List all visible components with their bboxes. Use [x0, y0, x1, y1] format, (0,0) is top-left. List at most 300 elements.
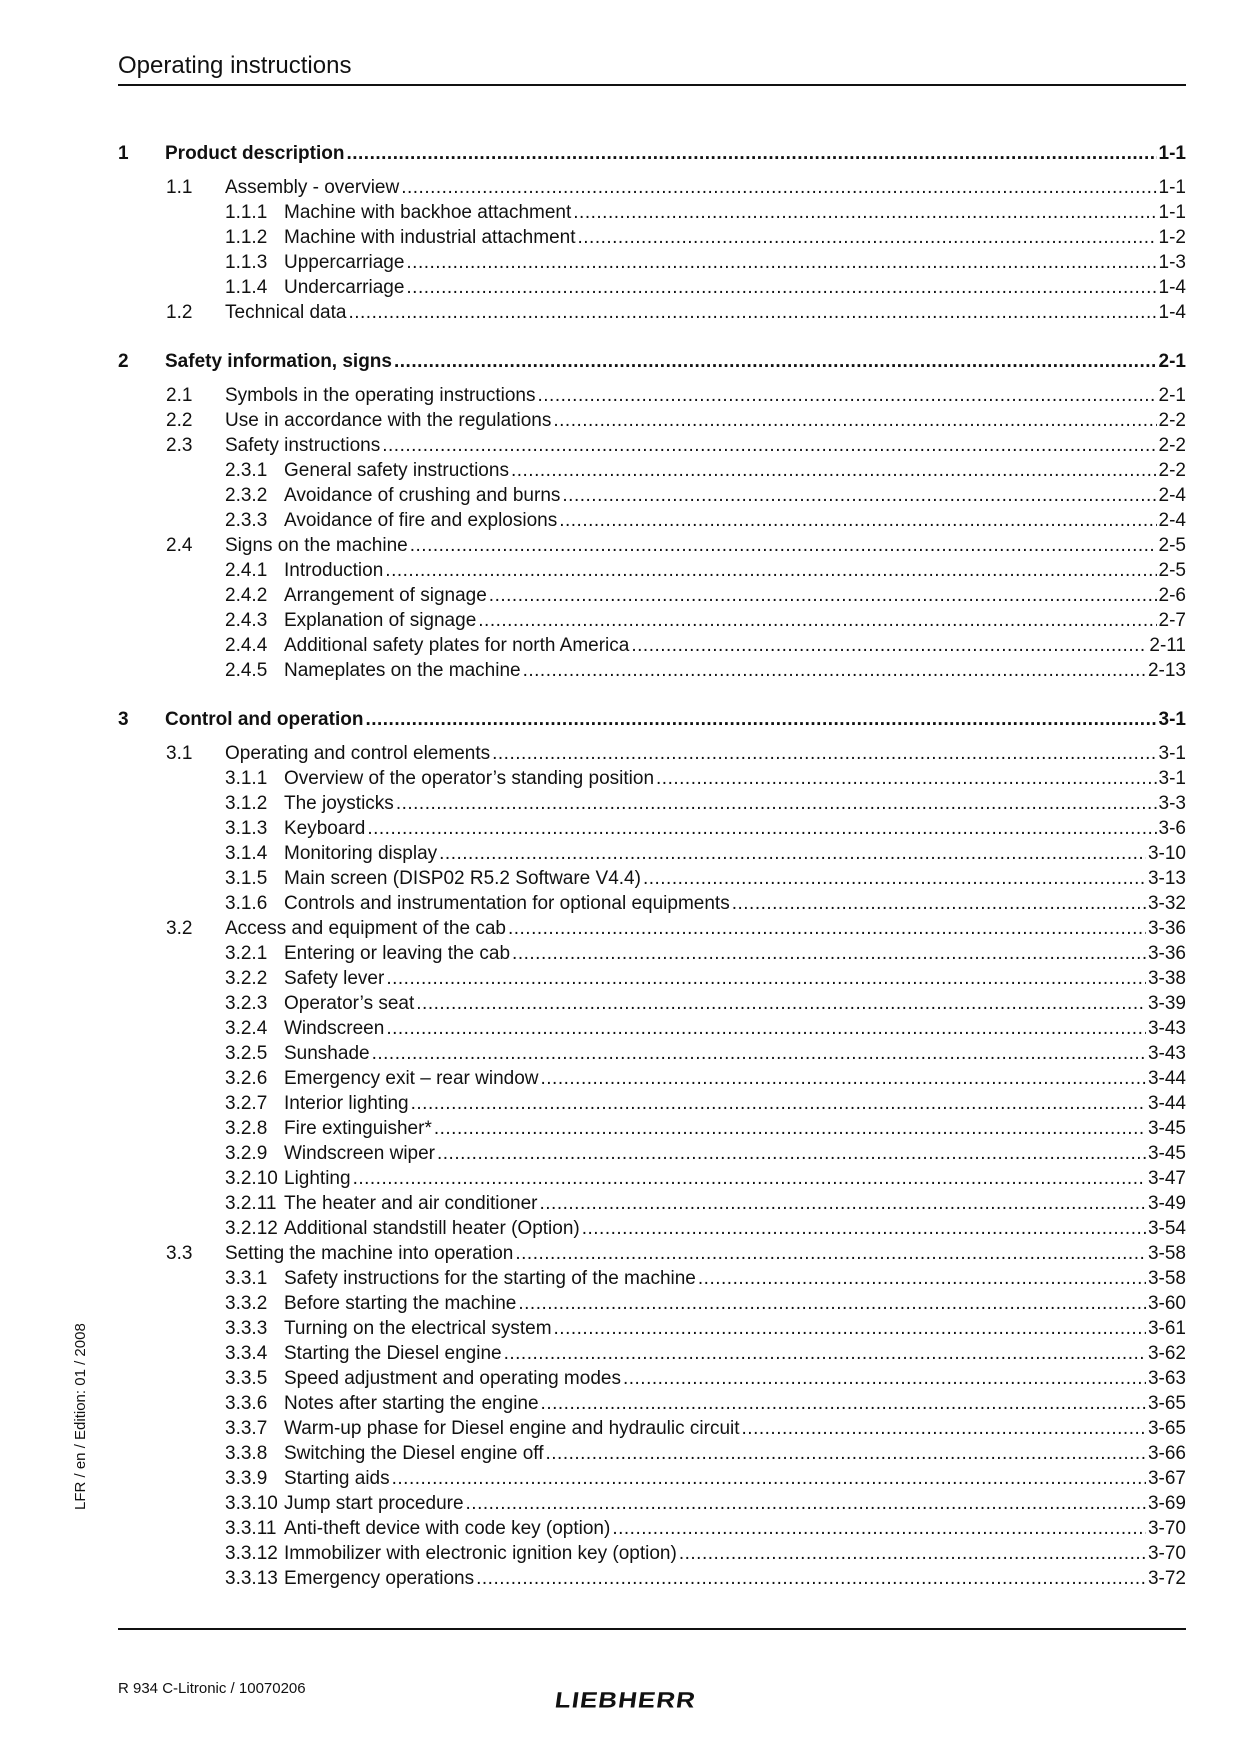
- toc-entry-title: Monitoring display: [284, 843, 438, 864]
- toc-dot-leader: [539, 1066, 1146, 1091]
- toc-entry-number: 2.3.3: [225, 510, 268, 531]
- toc-entry-page: 3-10: [1147, 843, 1186, 864]
- toc-dot-leader: [490, 741, 1156, 766]
- toc-dot-leader: [510, 941, 1146, 966]
- toc-entry-title: Keyboard: [284, 818, 366, 839]
- toc-entry-title: Signs on the machine: [225, 535, 408, 556]
- toc-entry-line: [284, 458, 1186, 483]
- toc-entry-number: 3.3.3: [225, 1318, 268, 1339]
- toc-dot-leader: [409, 1091, 1146, 1116]
- toc-entry-line: [284, 508, 1186, 533]
- toc-entry[interactable]: [118, 891, 1186, 916]
- toc-entry-page: 2-5: [1158, 560, 1186, 581]
- toc-entry-title: Windscreen wiper: [284, 1143, 435, 1164]
- toc-entry[interactable]: [118, 916, 1186, 941]
- toc-entry-title: Safety instructions: [225, 435, 381, 456]
- toc-entry-line: [284, 1566, 1186, 1591]
- toc-entry-page: 2-1: [1158, 351, 1186, 372]
- footer-divider: [118, 1628, 1186, 1630]
- toc-entry-number: 1.1.2: [225, 227, 268, 248]
- toc-dot-leader: [516, 1291, 1146, 1316]
- toc-entry[interactable]: [118, 175, 1186, 200]
- toc-entry-title: Use in accordance with the regulations: [225, 410, 552, 431]
- toc-entry-number: 3.3.6: [225, 1393, 268, 1414]
- toc-dot-leader: [363, 706, 1156, 733]
- toc-dot-leader: [560, 483, 1156, 508]
- toc-entry-line: [284, 1191, 1186, 1216]
- toc-entry-title: Sunshade: [284, 1043, 370, 1064]
- edition-side-label: LFR / en / Edition: 01 / 2008: [72, 1323, 89, 1510]
- toc-entry[interactable]: [118, 1416, 1186, 1441]
- toc-dot-leader: [404, 250, 1156, 275]
- toc-dot-leader: [399, 175, 1156, 200]
- toc-dot-leader: [513, 1241, 1146, 1266]
- toc-entry-title: Notes after starting the engine: [284, 1393, 539, 1414]
- toc-entry-page: 1-3: [1158, 252, 1186, 273]
- toc-entry-title: Overview of the operator’s standing position: [284, 768, 655, 789]
- toc-entry-page: 3-49: [1147, 1193, 1186, 1214]
- toc-entry[interactable]: [118, 533, 1186, 558]
- toc-entry-number: 2.4.1: [225, 560, 268, 581]
- toc-entry[interactable]: [118, 841, 1186, 866]
- toc-entry-page: 2-2: [1158, 410, 1186, 431]
- toc-entry-title: Anti-theft device with code key (option): [284, 1518, 611, 1539]
- toc-entry[interactable]: [118, 1566, 1186, 1591]
- toc-entry-number: 3.2.9: [225, 1143, 268, 1164]
- toc-entry-page: 3-38: [1147, 968, 1186, 989]
- toc-entry-number: 2.4.4: [225, 635, 268, 656]
- toc-entry-line: [284, 1341, 1186, 1366]
- toc-entry[interactable]: [118, 1341, 1186, 1366]
- toc-entry-page: 3-62: [1147, 1343, 1186, 1364]
- toc-dot-leader: [502, 1341, 1146, 1366]
- toc-entry-number: 3.2.4: [225, 1018, 268, 1039]
- toc-entry-line: [225, 175, 1186, 200]
- toc-dot-leader: [580, 1216, 1146, 1241]
- toc-entry-number: 3.3.10: [225, 1493, 278, 1514]
- toc-dot-leader: [543, 1441, 1145, 1466]
- toc-entry-number: 3.3.4: [225, 1343, 268, 1364]
- toc-entry-number: 3.3.13: [225, 1568, 278, 1589]
- toc-dot-leader: [654, 766, 1157, 791]
- toc-entry-title: Symbols in the operating instructions: [225, 385, 536, 406]
- toc-entry-page: 2-4: [1158, 485, 1186, 506]
- toc-dot-leader: [435, 1141, 1146, 1166]
- toc-dot-leader: [437, 841, 1146, 866]
- toc-entry-page: 3-70: [1147, 1518, 1186, 1539]
- toc-entry-title: Lighting: [284, 1168, 351, 1189]
- toc-entry[interactable]: [118, 658, 1186, 683]
- toc-dot-leader: [476, 608, 1156, 633]
- toc-entry-line: [225, 741, 1186, 766]
- toc-entry-number: 3.1.4: [225, 843, 268, 864]
- toc-entry-line: [284, 200, 1186, 225]
- toc-entry-line: [284, 841, 1186, 866]
- toc-entry-page: 3-39: [1147, 993, 1186, 1014]
- toc-entry-page: 1-4: [1158, 277, 1186, 298]
- toc-entry-number: 2: [118, 351, 129, 372]
- toc-entry-line: [284, 1141, 1186, 1166]
- toc-entry-number: 3.3.2: [225, 1293, 268, 1314]
- toc-entry-title: Avoidance of fire and explosions: [284, 510, 558, 531]
- toc-entry-page: 2-5: [1158, 535, 1186, 556]
- toc-entry-line: [284, 608, 1186, 633]
- toc-entry-line: [225, 408, 1186, 433]
- toc-dot-leader: [351, 1166, 1146, 1191]
- toc-dot-leader: [696, 1266, 1146, 1291]
- toc-entry-page: 3-54: [1147, 1218, 1186, 1239]
- toc-entry-title: Nameplates on the machine: [284, 660, 521, 681]
- toc-entry[interactable]: [118, 791, 1186, 816]
- toc-dot-leader: [629, 633, 1147, 658]
- toc-dot-leader: [536, 383, 1157, 408]
- toc-entry-number: 3.1.3: [225, 818, 268, 839]
- toc-entry-number: 3.2.6: [225, 1068, 268, 1089]
- toc-dot-leader: [370, 1041, 1146, 1066]
- toc-dot-leader: [383, 558, 1156, 583]
- toc-dot-leader: [551, 408, 1156, 433]
- toc-entry-page: 3-58: [1147, 1243, 1186, 1264]
- toc-entry[interactable]: [118, 706, 1186, 733]
- toc-entry-title: Safety instructions for the starting of the machine: [284, 1268, 696, 1289]
- toc-dot-leader: [404, 275, 1156, 300]
- toc-entry-number: 3.2.8: [225, 1118, 268, 1139]
- toc-entry-title: Explanation of signage: [284, 610, 477, 631]
- toc-entry-page: 2-2: [1158, 435, 1186, 456]
- toc-entry-line: [165, 140, 1186, 167]
- toc-entry[interactable]: [118, 1116, 1186, 1141]
- toc-entry-page: 3-6: [1158, 818, 1186, 839]
- toc-entry-line: [225, 1241, 1186, 1266]
- toc-entry[interactable]: [118, 348, 1186, 375]
- toc-entry-line: [284, 1416, 1186, 1441]
- toc-entry[interactable]: [118, 558, 1186, 583]
- toc-entry-line: [225, 916, 1186, 941]
- toc-entry-number: 2.4.2: [225, 585, 268, 606]
- toc-dot-leader: [538, 1191, 1146, 1216]
- toc-entry-title: Emergency exit – rear window: [284, 1068, 539, 1089]
- toc-entry-line: [284, 866, 1186, 891]
- toc-entry-line: [284, 966, 1186, 991]
- toc-dot-leader: [677, 1541, 1146, 1566]
- toc-entry-line: [284, 658, 1186, 683]
- toc-entry[interactable]: [118, 1066, 1186, 1091]
- toc-entry-title: Before starting the machine: [284, 1293, 517, 1314]
- toc-entry-title: Controls and instrumentation for optional equipments: [284, 893, 730, 914]
- toc-dot-leader: [539, 1391, 1146, 1416]
- toc-dot-leader: [380, 433, 1156, 458]
- toc-entry-page: 3-66: [1147, 1443, 1186, 1464]
- toc-entry-page: 3-13: [1147, 868, 1186, 889]
- toc-entry[interactable]: [118, 483, 1186, 508]
- toc-entry[interactable]: [118, 1491, 1186, 1516]
- toc-entry[interactable]: [118, 1191, 1186, 1216]
- toc-entry-number: 3.2: [166, 918, 193, 939]
- toc-entry-line: [284, 891, 1186, 916]
- toc-entry-number: 2.4.3: [225, 610, 268, 631]
- toc-entry-number: 1.1.3: [225, 252, 268, 273]
- toc-entry[interactable]: [118, 583, 1186, 608]
- liebherr-logo: [555, 1688, 696, 1712]
- toc-entry[interactable]: [118, 766, 1186, 791]
- toc-entry-page: 3-67: [1147, 1468, 1186, 1489]
- toc-entry-page: 3-60: [1147, 1293, 1186, 1314]
- toc-entry-page: 3-44: [1147, 1093, 1186, 1114]
- toc-entry-number: 2.1: [166, 385, 193, 406]
- toc-dot-leader: [509, 458, 1157, 483]
- toc-entry-line: [225, 383, 1186, 408]
- toc-entry[interactable]: [118, 866, 1186, 891]
- toc-entry-line: [284, 225, 1186, 250]
- toc-entry-number: 3.2.7: [225, 1093, 268, 1114]
- header-divider: [118, 84, 1186, 86]
- toc-entry-title: Main screen (DISP02 R5.2 Software V4.4): [284, 868, 641, 889]
- toc-entry-page: 3-69: [1147, 1493, 1186, 1514]
- toc-entry-number: 1.1.4: [225, 277, 268, 298]
- toc-dot-leader: [575, 225, 1156, 250]
- toc-entry-number: 2.4.5: [225, 660, 268, 681]
- document-id: R 934 C-Litronic / 10070206: [118, 1680, 306, 1697]
- toc-dot-leader: [474, 1566, 1146, 1591]
- toc-entry[interactable]: [118, 275, 1186, 300]
- toc-entry-line: [284, 1016, 1186, 1041]
- toc-entry-line: [284, 1391, 1186, 1416]
- toc-entry-line: [284, 633, 1186, 658]
- toc-entry-page: 3-3: [1158, 793, 1186, 814]
- toc-entry-page: 1-2: [1158, 227, 1186, 248]
- toc-entry-line: [284, 1466, 1186, 1491]
- toc-dot-leader: [521, 658, 1146, 683]
- toc-entry-line: [225, 533, 1186, 558]
- toc-entry[interactable]: [118, 633, 1186, 658]
- toc-entry-page: 1-1: [1158, 143, 1186, 164]
- toc-entry-page: 3-32: [1147, 893, 1186, 914]
- toc-entry[interactable]: [118, 966, 1186, 991]
- toc-entry-number: 2.3: [166, 435, 193, 456]
- logo-text: LIEBHERR: [553, 1686, 698, 1713]
- toc-entry-page: 3-1: [1158, 743, 1186, 764]
- toc-dot-leader: [464, 1491, 1146, 1516]
- toc-entry-line: [284, 766, 1186, 791]
- toc-entry-title: Immobilizer with electronic ignition key (option): [284, 1543, 677, 1564]
- toc-entry[interactable]: [118, 1091, 1186, 1116]
- toc-entry-line: [284, 1266, 1186, 1291]
- toc-entry-page: 3-70: [1147, 1543, 1186, 1564]
- toc-entry-number: 3.1.6: [225, 893, 268, 914]
- toc-entry-title: Operator’s seat: [284, 993, 415, 1014]
- toc-entry[interactable]: [118, 1216, 1186, 1241]
- toc-entry-page: 3-72: [1147, 1568, 1186, 1589]
- toc-entry-line: [284, 558, 1186, 583]
- toc-entry-number: 3.2.12: [225, 1218, 278, 1239]
- toc-entry-line: [225, 300, 1186, 325]
- toc-entry-title: General safety instructions: [284, 460, 509, 481]
- toc-entry-number: 3.1.5: [225, 868, 268, 889]
- toc-dot-leader: [571, 200, 1156, 225]
- toc-entry-title: Jump start procedure: [284, 1493, 464, 1514]
- toc-dot-leader: [365, 816, 1156, 841]
- toc-entry-page: 1-4: [1158, 302, 1186, 323]
- toc-entry-title: Operating and control elements: [225, 743, 491, 764]
- toc-entry-title: The heater and air conditioner: [284, 1193, 538, 1214]
- toc-entry[interactable]: [118, 991, 1186, 1016]
- toc-entry-number: 3.2.5: [225, 1043, 268, 1064]
- toc-entry-number: 3.3.7: [225, 1418, 268, 1439]
- toc-dot-leader: [487, 583, 1157, 608]
- toc-entry[interactable]: [118, 1266, 1186, 1291]
- toc-entry-title: Additional standstill heater (Option): [284, 1218, 580, 1239]
- toc-dot-leader: [730, 891, 1146, 916]
- toc-entry-page: 3-36: [1147, 918, 1186, 939]
- toc-entry-number: 3.2.10: [225, 1168, 278, 1189]
- toc-entry-page: 2-2: [1158, 460, 1186, 481]
- toc-entry[interactable]: [118, 1391, 1186, 1416]
- toc-entry-line: [284, 1291, 1186, 1316]
- toc-entry-number: 2.2: [166, 410, 193, 431]
- toc-entry-line: [284, 1041, 1186, 1066]
- toc-entry-page: 3-43: [1147, 1018, 1186, 1039]
- toc-dot-leader: [392, 348, 1157, 375]
- toc-entry-title: Warm-up phase for Diesel engine and hydraulic circuit: [284, 1418, 740, 1439]
- toc-entry-number: 1: [118, 143, 129, 164]
- toc-entry[interactable]: [118, 608, 1186, 633]
- toc-entry-number: 3.3.11: [225, 1518, 277, 1539]
- toc-entry[interactable]: [118, 250, 1186, 275]
- toc-dot-leader: [408, 533, 1157, 558]
- toc-entry-line: [284, 1116, 1186, 1141]
- toc-entry[interactable]: [118, 300, 1186, 325]
- toc-entry-number: 3.3.12: [225, 1543, 278, 1564]
- toc-entry-title: Avoidance of crushing and burns: [284, 485, 561, 506]
- toc-entry-line: [284, 250, 1186, 275]
- toc-entry-line: [284, 483, 1186, 508]
- toc-entry-line: [284, 275, 1186, 300]
- toc-entry-line: [284, 583, 1186, 608]
- toc-entry-page: 3-43: [1147, 1043, 1186, 1064]
- toc-entry-line: [225, 433, 1186, 458]
- toc-entry-page: 3-65: [1147, 1418, 1186, 1439]
- toc-entry-line: [284, 1366, 1186, 1391]
- toc-entry-title: Control and operation: [165, 709, 364, 730]
- toc-entry[interactable]: [118, 1166, 1186, 1191]
- toc-entry-number: 2.4: [166, 535, 193, 556]
- toc-entry-number: 3.2.2: [225, 968, 268, 989]
- toc-entry-page: 2-13: [1147, 660, 1186, 681]
- toc-entry-page: 1-1: [1158, 202, 1186, 223]
- toc-entry-line: [284, 1316, 1186, 1341]
- toc-entry-title: Additional safety plates for north America: [284, 635, 630, 656]
- toc-entry-line: [284, 1166, 1186, 1191]
- toc-entry-line: [284, 1066, 1186, 1091]
- toc-entry-title: Starting the Diesel engine: [284, 1343, 502, 1364]
- toc-entry-title: The joysticks: [284, 793, 394, 814]
- toc-entry-page: 3-45: [1147, 1118, 1186, 1139]
- toc-entry-page: 3-1: [1158, 709, 1186, 730]
- toc-entry[interactable]: [118, 1516, 1186, 1541]
- toc-entry[interactable]: [118, 941, 1186, 966]
- toc-entry-page: 3-65: [1147, 1393, 1186, 1414]
- toc-entry[interactable]: [118, 1541, 1186, 1566]
- toc-entry[interactable]: [118, 1441, 1186, 1466]
- toc-dot-leader: [557, 508, 1156, 533]
- toc-entry-title: Technical data: [225, 302, 347, 323]
- toc-entry[interactable]: [118, 1366, 1186, 1391]
- toc-entry[interactable]: [118, 1291, 1186, 1316]
- toc-entry-title: Arrangement of signage: [284, 585, 487, 606]
- toc-entry-page: 3-63: [1147, 1368, 1186, 1389]
- toc-entry[interactable]: [118, 1016, 1186, 1041]
- toc-entry-number: 2.3.2: [225, 485, 268, 506]
- toc-entry[interactable]: [118, 140, 1186, 167]
- toc-entry[interactable]: [118, 433, 1186, 458]
- toc-entry-number: 1.1: [166, 177, 193, 198]
- toc-entry-title: Undercarriage: [284, 277, 405, 298]
- toc-dot-leader: [384, 1016, 1146, 1041]
- toc-entry-number: 3.2.1: [225, 943, 268, 964]
- toc-entry-number: 3.1.2: [225, 793, 268, 814]
- toc-entry-title: Safety lever: [284, 968, 385, 989]
- toc-entry-number: 3.1: [166, 743, 193, 764]
- toc-entry-line: [284, 1091, 1186, 1116]
- toc-entry-page: 3-1: [1158, 768, 1186, 789]
- toc-entry[interactable]: [118, 458, 1186, 483]
- toc-entry-line: [284, 1516, 1186, 1541]
- toc-entry-line: [165, 706, 1186, 733]
- toc-entry-line: [284, 941, 1186, 966]
- toc-entry-line: [165, 348, 1186, 375]
- toc-entry[interactable]: [118, 1316, 1186, 1341]
- toc-entry[interactable]: [118, 741, 1186, 766]
- toc-entry[interactable]: [118, 816, 1186, 841]
- toc-entry-number: 3.3: [166, 1243, 193, 1264]
- toc-entry-title: Setting the machine into operation: [225, 1243, 514, 1264]
- toc-entry-number: 3: [118, 709, 129, 730]
- toc-dot-leader: [384, 966, 1146, 991]
- toc-entry[interactable]: [118, 508, 1186, 533]
- toc-entry-title: Safety information, signs: [165, 351, 392, 372]
- toc-entry-page: 2-7: [1158, 610, 1186, 631]
- toc-entry-title: Windscreen: [284, 1018, 385, 1039]
- toc-entry[interactable]: [118, 225, 1186, 250]
- toc-entry-page: 3-61: [1147, 1318, 1186, 1339]
- toc-entry-line: [284, 991, 1186, 1016]
- toc-dot-leader: [432, 1116, 1146, 1141]
- toc-entry-page: 2-1: [1158, 385, 1186, 406]
- toc-entry-number: 3.3.1: [225, 1268, 268, 1289]
- toc-entry[interactable]: [118, 383, 1186, 408]
- toc-entry[interactable]: [118, 1141, 1186, 1166]
- toc-entry[interactable]: [118, 408, 1186, 433]
- toc-entry-number: 2.3.1: [225, 460, 268, 481]
- toc-entry[interactable]: [118, 200, 1186, 225]
- toc-dot-leader: [552, 1316, 1146, 1341]
- toc-entry-page: 3-47: [1147, 1168, 1186, 1189]
- toc-entry-page: 3-44: [1147, 1068, 1186, 1089]
- toc-entry[interactable]: [118, 1241, 1186, 1266]
- toc-dot-leader: [414, 991, 1146, 1016]
- toc-dot-leader: [610, 1516, 1146, 1541]
- toc-entry-title: Switching the Diesel engine off: [284, 1443, 544, 1464]
- toc-entry[interactable]: [118, 1041, 1186, 1066]
- toc-entry-title: Turning on the electrical system: [284, 1318, 552, 1339]
- toc-dot-leader: [344, 140, 1156, 167]
- toc-entry-title: Machine with industrial attachment: [284, 227, 576, 248]
- toc-entry-title: Machine with backhoe attachment: [284, 202, 572, 223]
- toc-entry-number: 3.3.5: [225, 1368, 268, 1389]
- toc-entry-title: Introduction: [284, 560, 384, 581]
- toc-entry[interactable]: [118, 1466, 1186, 1491]
- table-of-contents: [118, 140, 1186, 1591]
